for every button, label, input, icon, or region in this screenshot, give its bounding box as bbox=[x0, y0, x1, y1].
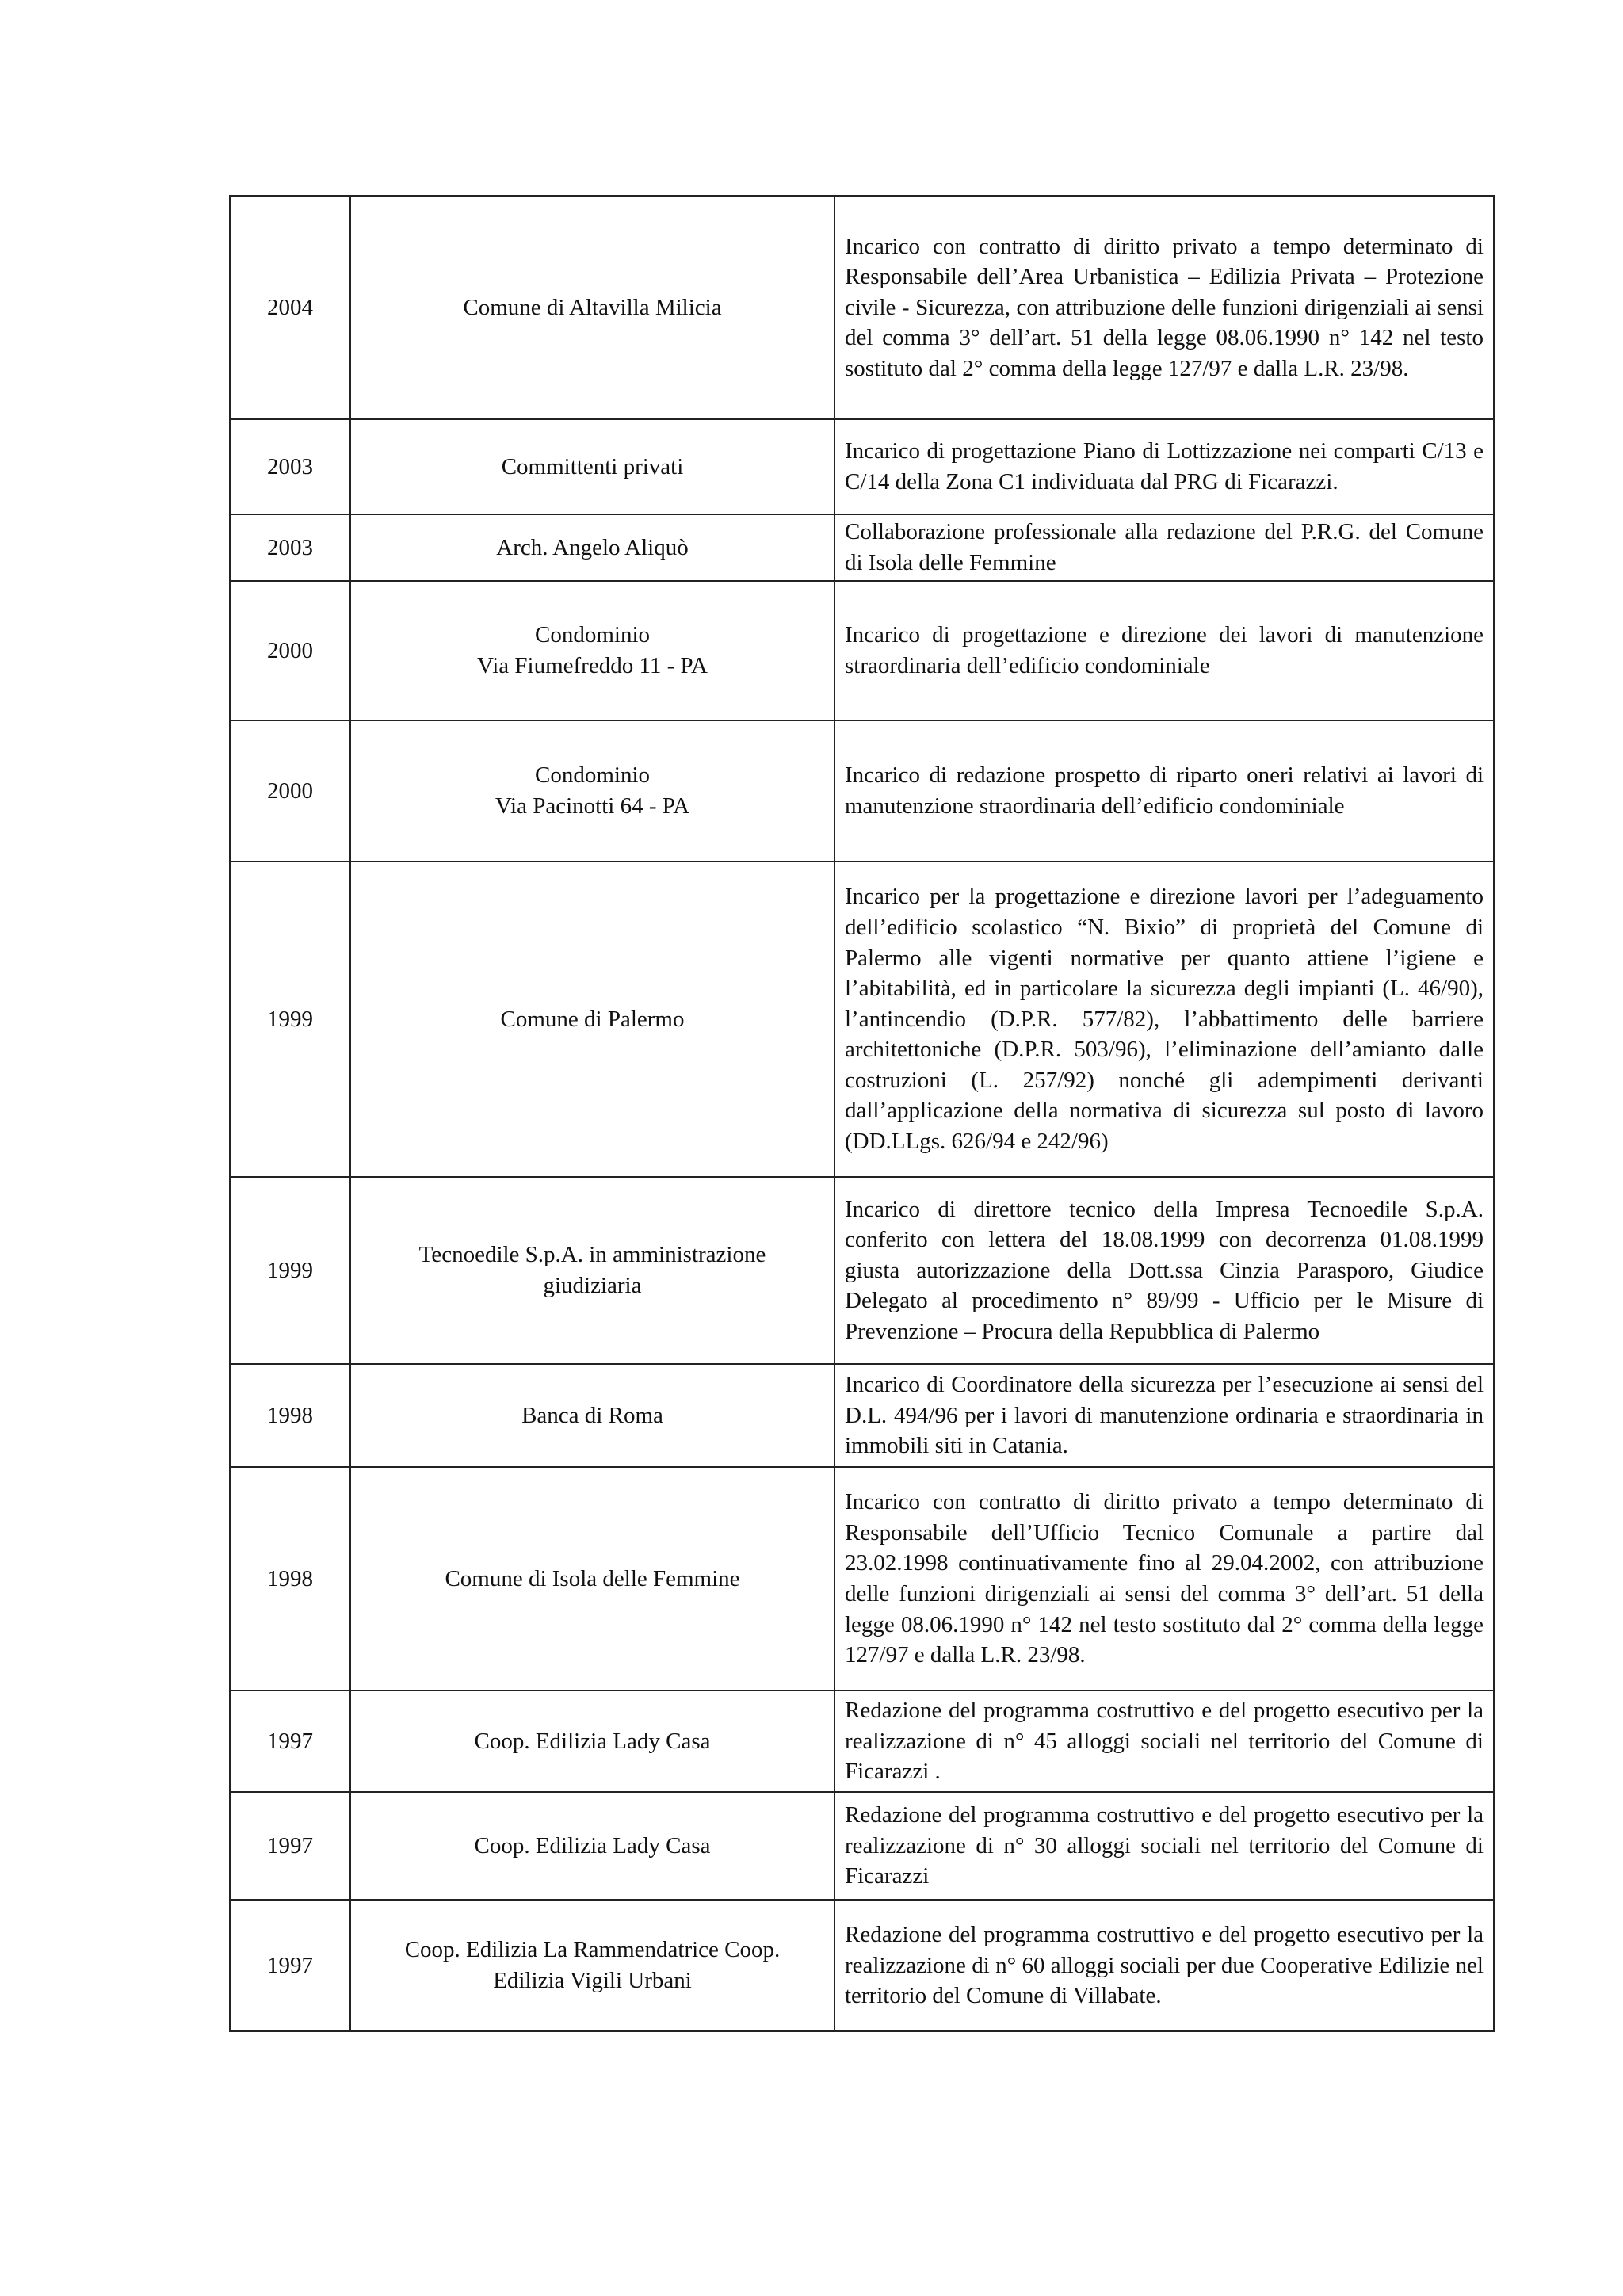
client-line: Coop. Edilizia Lady Casa bbox=[474, 1728, 711, 1754]
year-cell: 1998 bbox=[230, 1467, 350, 1690]
experience-table bbox=[229, 195, 1495, 2032]
client-cell bbox=[350, 720, 834, 861]
experience-table-body bbox=[230, 196, 1494, 2031]
year-cell: 1999 bbox=[230, 861, 350, 1177]
table-row bbox=[230, 861, 1494, 1177]
year-cell: 2000 bbox=[230, 720, 350, 861]
table-row bbox=[230, 581, 1494, 720]
table-row bbox=[230, 1900, 1494, 2031]
description-cell bbox=[834, 861, 1494, 1177]
table-row bbox=[230, 1792, 1494, 1900]
description-text: Incarico di direttore tecnico della Impresa Tecnoedile S.p.A. conferito con lettera del 18.08.1999 con decorrenza 01.08.1999 giusta autorizzazione della Dott.ssa Cinzia Parasporo, Giudice Delegato al procedimento n° 89/99 - Ufficio per le Misure di Prevenzione – Procura della Repubblica di Palermo bbox=[845, 1196, 1484, 1344]
description-cell bbox=[834, 1177, 1494, 1364]
description-text: Incarico per la progettazione e direzione lavori per l’adeguamento dell’edificio scolastico “N. Bixio” di proprietà del Comune di Palermo alle vigenti normative per quanto attiene l’igiene e l’abitabilità, ed in particolare la sicurezza degli impianti (L. 46/90), l’antincendio (D.P.R. 577/82), l’abbattimento delle barriere architettoniche (D.P.R. 503/96), l’eliminazione dell’amianto dalle costruzioni (L. 257/92) nonché gli adempimenti derivanti dall’applicazione della normativa di sicurezza sul posto di lavoro (DD.LLgs. 626/94 e 242/96) bbox=[845, 884, 1484, 1155]
client-line: Via Fiumefreddo 11 - PA bbox=[477, 653, 708, 678]
description-text: Collaborazione professionale alla redazione del P.R.G. del Comune di Isola delle Femmine bbox=[845, 519, 1484, 575]
year-cell: 1997 bbox=[230, 1792, 350, 1900]
description-text: Incarico di Coordinatore della sicurezza per l’esecuzione ai sensi del D.L. 494/96 per i lavori di manutenzione ordinaria e straordinaria in immobili siti in Catania. bbox=[845, 1372, 1484, 1459]
table-row bbox=[230, 514, 1494, 581]
table-row bbox=[230, 196, 1494, 419]
description-cell bbox=[834, 1364, 1494, 1467]
table-row bbox=[230, 1467, 1494, 1690]
description-text: Redazione del programma costruttivo e del progetto esecutivo per la realizzazione di n° 45 alloggi sociali nel territorio del Comune di Ficarazzi . bbox=[845, 1698, 1484, 1785]
client-line: Condominio bbox=[534, 622, 650, 648]
client-line: Coop. Edilizia Lady Casa bbox=[474, 1832, 711, 1859]
client-cell bbox=[350, 581, 834, 720]
table-row bbox=[230, 1364, 1494, 1467]
year-cell: 2004 bbox=[230, 196, 350, 419]
year-cell: 2003 bbox=[230, 419, 350, 514]
description-cell bbox=[834, 1900, 1494, 2031]
client-line: Via Pacinotti 64 - PA bbox=[495, 793, 690, 819]
client-line: Condominio bbox=[534, 762, 650, 789]
table-row bbox=[230, 1177, 1494, 1364]
description-text: Incarico di progettazione e direzione dei lavori di manutenzione straordinaria dell’edificio condominiale bbox=[845, 622, 1484, 678]
client-line: Arch. Angelo Aliquò bbox=[496, 534, 689, 560]
client-line: Comune di Altavilla Milicia bbox=[463, 294, 722, 320]
table-row bbox=[230, 1690, 1494, 1792]
table-row bbox=[230, 720, 1494, 861]
client-line: Comune di Isola delle Femmine bbox=[445, 1565, 740, 1591]
description-cell bbox=[834, 720, 1494, 861]
client-cell bbox=[350, 1177, 834, 1364]
client-cell bbox=[350, 1690, 834, 1792]
client-cell bbox=[350, 419, 834, 514]
client-cell bbox=[350, 514, 834, 581]
client-cell bbox=[350, 196, 834, 419]
description-text: Incarico con contratto di diritto privato a tempo determinato di Responsabile dell’Area Urbanistica – Edilizia Privata – Protezione civile - Sicurezza, con attribuzione delle funzioni dirigenziali ai sensi del comma 3° dell’art. 51 della legge 08.06.1990 n° 142 nel testo sostituto dal 2° comma della legge 127/97 e dalla L.R. 23/98. bbox=[845, 233, 1484, 381]
description-text: Incarico con contratto di diritto privato a tempo determinato di Responsabile dell’Ufficio Tecnico Comunale a partire dal 23.02.1998 continuativamente fino al 29.04.2002, con attribuzione delle funzioni dirigenziali ai sensi del comma 3° dell’art. 51 della legge 08.06.1990 n° 142 nel testo sostituto dal 2° comma della legge 127/97 e dalla L.R. 23/98. bbox=[845, 1489, 1484, 1668]
client-cell bbox=[350, 861, 834, 1177]
description-cell bbox=[834, 514, 1494, 581]
year-cell: 1997 bbox=[230, 1900, 350, 2031]
description-text: Incarico di redazione prospetto di riparto oneri relativi ai lavori di manutenzione straordinaria dell’edificio condominiale bbox=[845, 762, 1484, 819]
year-cell: 2003 bbox=[230, 514, 350, 581]
description-text: Redazione del programma costruttivo e del progetto esecutivo per la realizzazione di n° 60 alloggi sociali per due Cooperative Edilizie nel territorio del Comune di Villabate. bbox=[845, 1922, 1484, 2009]
year-cell: 1999 bbox=[230, 1177, 350, 1364]
year-cell: 1997 bbox=[230, 1690, 350, 1792]
year-cell: 2000 bbox=[230, 581, 350, 720]
description-cell bbox=[834, 581, 1494, 720]
client-line: Banca di Roma bbox=[521, 1402, 663, 1428]
client-line: Comune di Palermo bbox=[500, 1006, 685, 1032]
client-cell bbox=[350, 1467, 834, 1690]
client-cell bbox=[350, 1364, 834, 1467]
description-cell bbox=[834, 1792, 1494, 1900]
client-line: Committenti privati bbox=[501, 453, 684, 479]
table-row bbox=[230, 419, 1494, 514]
client-cell bbox=[350, 1792, 834, 1900]
description-cell bbox=[834, 1467, 1494, 1690]
description-text: Redazione del programma costruttivo e del progetto esecutivo per la realizzazione di n° 30 alloggi sociali nel territorio del Comune di Ficarazzi bbox=[845, 1802, 1484, 1889]
year-cell: 1998 bbox=[230, 1364, 350, 1467]
client-line: Edilizia Vigili Urbani bbox=[493, 1968, 692, 1993]
client-cell bbox=[350, 1900, 834, 2031]
client-line: Coop. Edilizia La Rammendatrice Coop. bbox=[404, 1937, 781, 1963]
client-line: Tecnoedile S.p.A. in amministrazione bbox=[418, 1242, 766, 1268]
description-cell bbox=[834, 1690, 1494, 1792]
description-text: Incarico di progettazione Piano di Lottizzazione nei comparti C/13 e C/14 della Zona C1 individuata dal PRG di Ficarazzi. bbox=[845, 438, 1484, 495]
client-line: giudiziaria bbox=[543, 1273, 642, 1298]
description-cell bbox=[834, 196, 1494, 419]
description-cell bbox=[834, 419, 1494, 514]
